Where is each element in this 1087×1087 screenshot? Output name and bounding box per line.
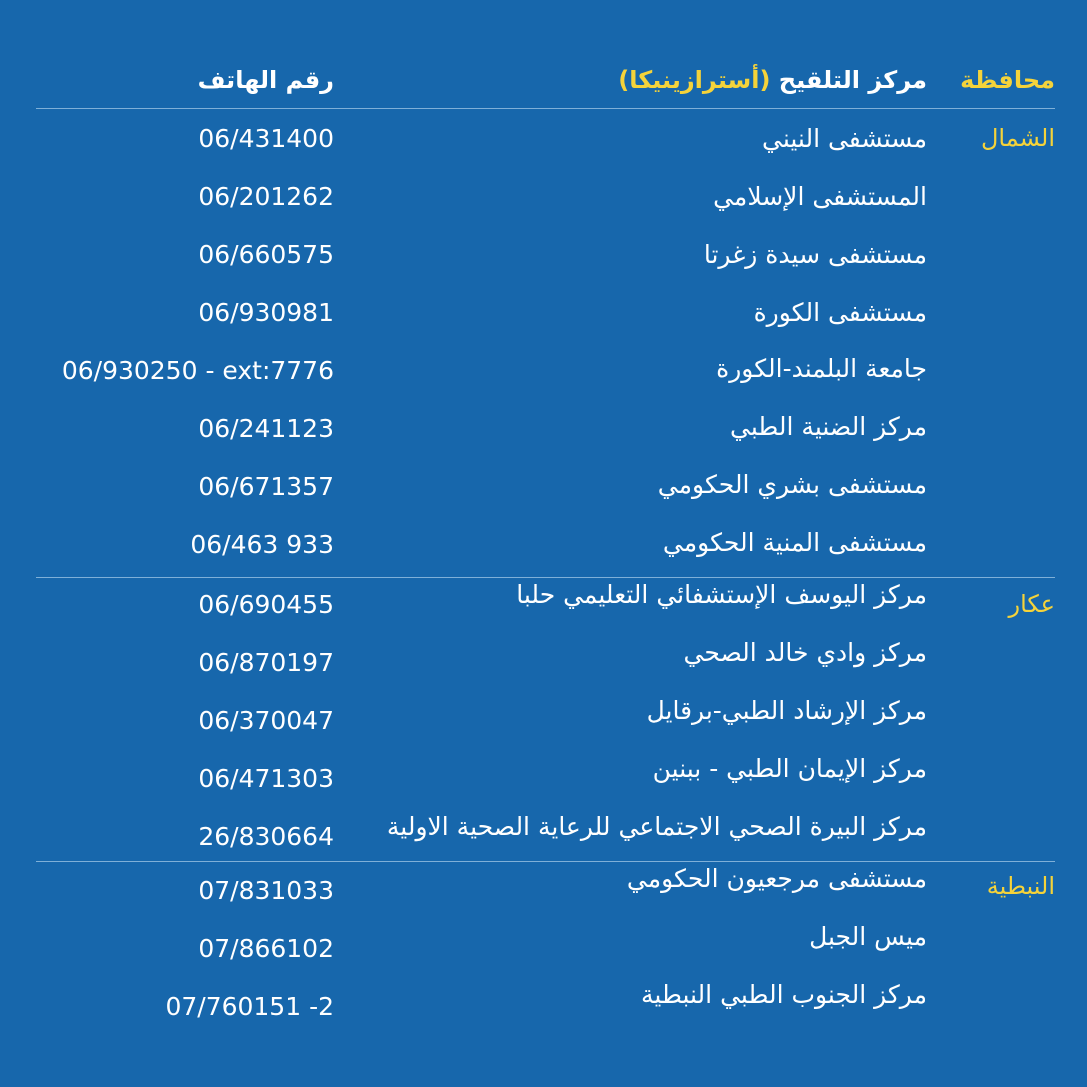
table-row bbox=[36, 920, 1055, 978]
center-name: مستشفى المنية الحكومي bbox=[662, 528, 927, 557]
phone-number: 06/370047 bbox=[198, 706, 334, 735]
header-center-accent: (أسترازينيكا) bbox=[618, 66, 771, 94]
center-name: مركز الضنية الطبي bbox=[730, 412, 927, 441]
table-row bbox=[36, 752, 1055, 810]
governorate-group bbox=[36, 110, 1055, 577]
header-governorate: محافظة bbox=[960, 66, 1055, 94]
phone-number: 26/830664 bbox=[198, 822, 334, 851]
phone-number: 06/870197 bbox=[198, 648, 334, 677]
table-row bbox=[36, 284, 1055, 342]
table-row bbox=[36, 862, 1055, 920]
phone-number: 06/463 933 bbox=[190, 530, 334, 559]
phone-number: 07/760151 -2 bbox=[165, 992, 334, 1021]
table-row bbox=[36, 694, 1055, 752]
table-row bbox=[36, 226, 1055, 284]
phone-number: 06/241123 bbox=[198, 414, 334, 443]
table-row bbox=[36, 578, 1055, 636]
table-row bbox=[36, 342, 1055, 400]
phone-number: 06/471303 bbox=[198, 764, 334, 793]
center-name: مستشفى بشري الحكومي bbox=[657, 470, 927, 499]
header-phone: رقم الهاتف bbox=[197, 66, 334, 94]
phone-number: 07/831033 bbox=[198, 876, 334, 905]
phone-number: 06/930250 - ext:7776 bbox=[61, 356, 334, 385]
governorate-label: عكار bbox=[1008, 590, 1055, 618]
phone-number: 07/866102 bbox=[198, 934, 334, 963]
center-name: المستشفى الإسلامي bbox=[713, 182, 927, 211]
center-name: مركز البيرة الصحي الاجتماعي للرعاية الصحية الاولية bbox=[386, 812, 927, 841]
center-name: مركز اليوسف الإستشفائي التعليمي حلبا bbox=[516, 580, 927, 609]
phone-number: 06/431400 bbox=[198, 124, 334, 153]
governorate-group bbox=[36, 577, 1055, 862]
center-name: مستشفى النيني bbox=[761, 124, 927, 153]
table-row bbox=[36, 400, 1055, 458]
center-name: مركز وادي خالد الصحي bbox=[683, 638, 927, 667]
table-row bbox=[36, 458, 1055, 516]
phone-number: 06/201262 bbox=[198, 182, 334, 211]
phone-number: 06/660575 bbox=[198, 240, 334, 269]
center-name: ميس الجبل bbox=[809, 922, 927, 951]
phone-number: 06/930981 bbox=[198, 298, 334, 327]
center-name: جامعة البلمند-الكورة bbox=[716, 354, 927, 383]
center-name: مركز الجنوب الطبي النبطية bbox=[641, 980, 927, 1009]
table-row bbox=[36, 810, 1055, 868]
table-row bbox=[36, 516, 1055, 574]
center-name: مركز الإرشاد الطبي-برقايل bbox=[646, 696, 927, 725]
table-row bbox=[36, 110, 1055, 168]
governorate-group bbox=[36, 861, 1055, 1042]
governorate-label: النبطية bbox=[986, 872, 1055, 900]
center-name: مستشفى سيدة زغرتا bbox=[703, 240, 927, 269]
phone-number: 06/671357 bbox=[198, 472, 334, 501]
center-name: مركز الإيمان الطبي - ببنين bbox=[652, 754, 927, 783]
table-row bbox=[36, 978, 1055, 1036]
table-header bbox=[36, 62, 1055, 109]
table-row bbox=[36, 636, 1055, 694]
header-center-label: مركز التلقيح bbox=[778, 66, 927, 94]
phone-number: 06/690455 bbox=[198, 590, 334, 619]
header-center bbox=[618, 66, 927, 94]
governorate-label: الشمال bbox=[980, 124, 1055, 152]
center-name: مستشفى الكورة bbox=[753, 298, 927, 327]
table-row bbox=[36, 168, 1055, 226]
center-name: مستشفى مرجعيون الحكومي bbox=[626, 864, 927, 893]
